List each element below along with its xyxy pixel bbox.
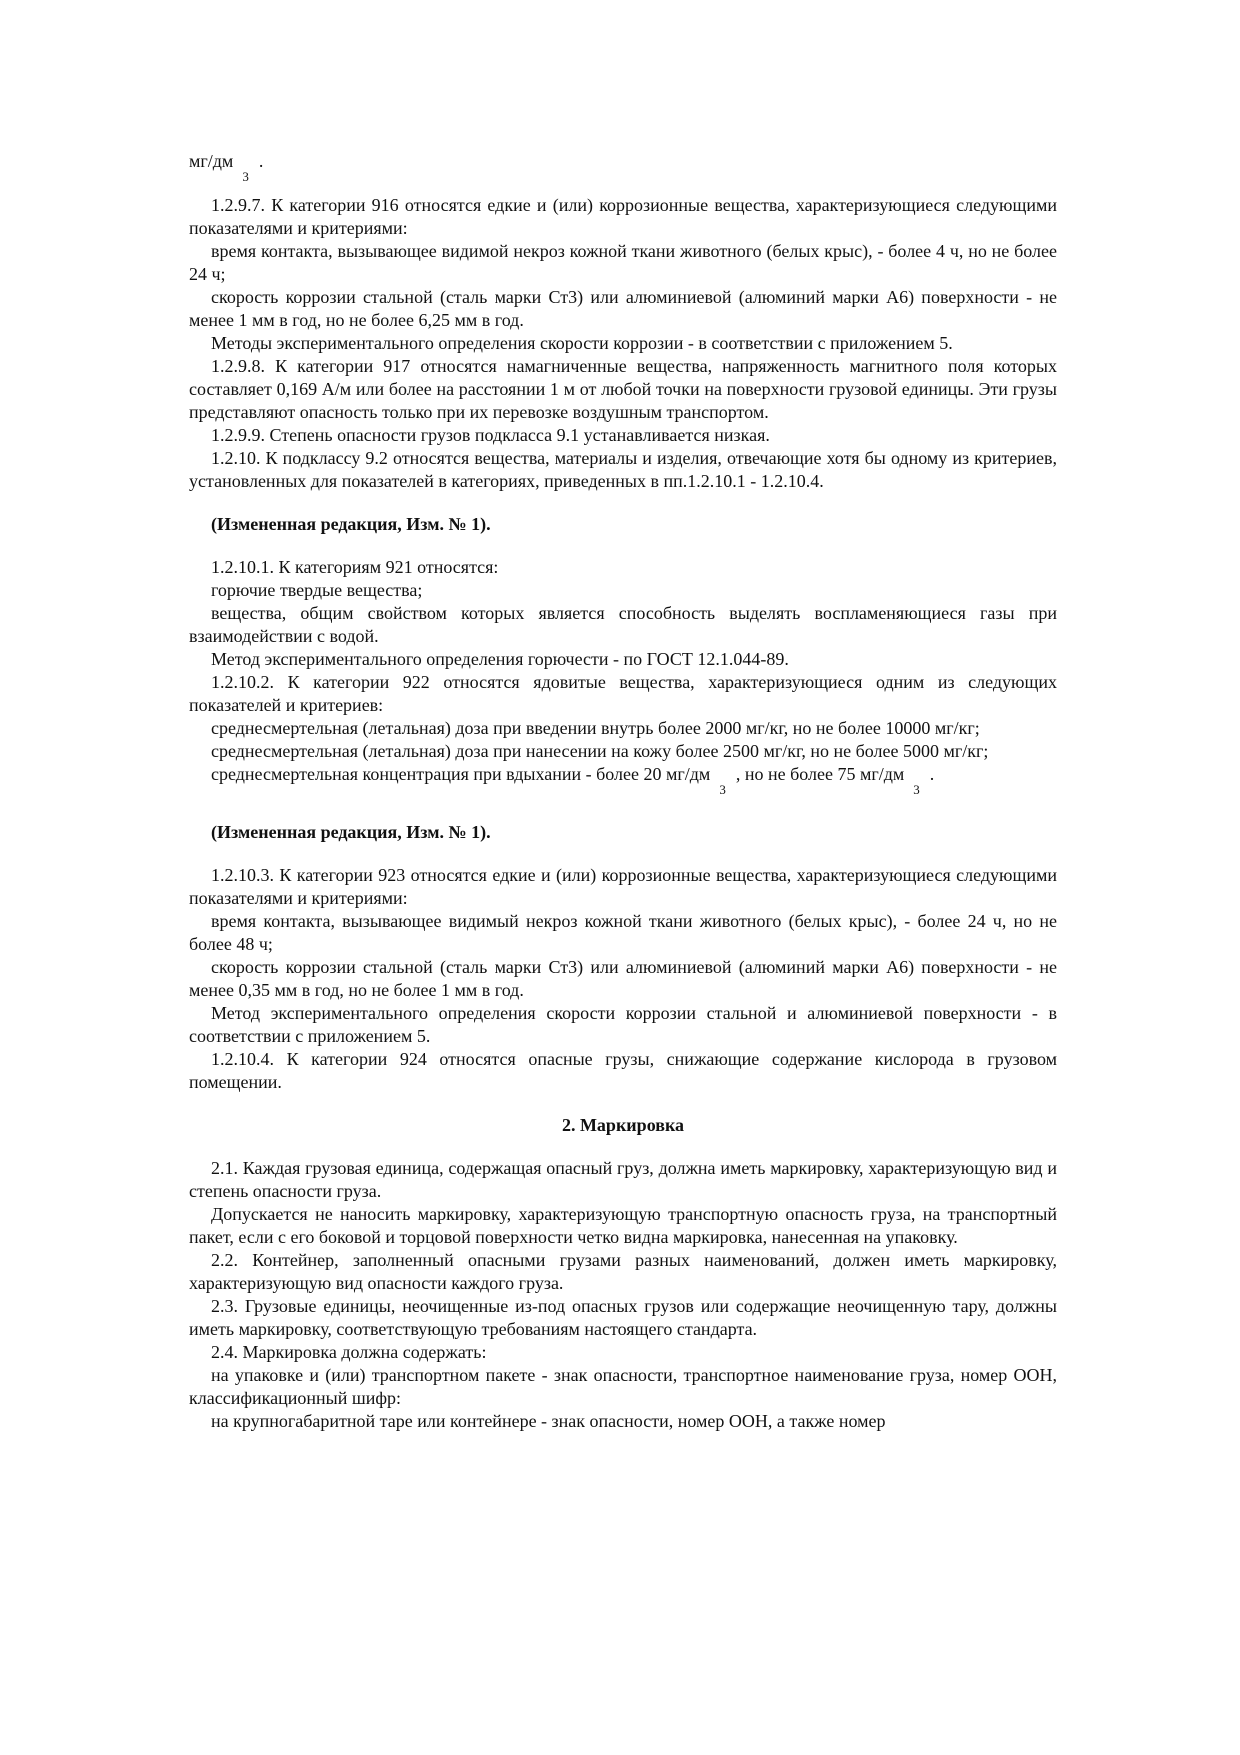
unit-tail: . bbox=[258, 151, 264, 171]
unit-exponent: 3 bbox=[719, 782, 726, 797]
paragraph: Допускается не наносить маркировку, характеризующую транспортную опасность груза, на транспортный пакет, если с его боковой и торцовой поверхности четко видна маркировка, нанесенная на упаковку. bbox=[189, 1204, 1057, 1247]
concentration-text-2: , но не более 75 мг/дм bbox=[735, 764, 905, 784]
paragraph: горючие твердые вещества; bbox=[211, 580, 423, 600]
paragraph: вещества, общим свойством которых является способность выделять воспламеняющиеся газы при взаимодействии с водой. bbox=[189, 603, 1057, 646]
paragraph: время контакта, вызывающее видимой некроз кожной ткани животного (белых крыс), - более 4 ч, но не более 24 ч; bbox=[189, 241, 1057, 284]
paragraph: 1.2.10.1. К категориям 921 относятся: bbox=[211, 557, 499, 577]
unit-exponent: 3 bbox=[913, 782, 920, 797]
paragraph: скорость коррозии стальной (сталь марки Ст3) или алюминиевой (алюминий марки А6) поверхности - не менее 1 мм в год, но не более 6,25 мм в год. bbox=[189, 287, 1057, 330]
spacer bbox=[189, 536, 1057, 556]
top-unit-fragment bbox=[189, 150, 1057, 184]
paragraph: 1.2.10.3. К категории 923 относятся едкие и (или) коррозионные вещества, характеризующиеся следующими показателями и критериями: bbox=[189, 865, 1057, 908]
paragraph: Метод экспериментального определения скорости коррозии стальной и алюминиевой поверхности - в соответствии с приложением 5. bbox=[189, 1003, 1057, 1046]
amendment-note: (Измененная редакция, Изм. № 1). bbox=[211, 822, 491, 842]
spacer bbox=[189, 493, 1057, 513]
paragraph: на упаковке и (или) транспортном пакете - знак опасности, транспортное наименование груза, номер ООН, классификационный шифр: bbox=[189, 1365, 1057, 1408]
section-heading: 2. Маркировка bbox=[561, 1115, 685, 1135]
spacer bbox=[189, 1137, 1057, 1157]
paragraph: 1.2.10.4. К категории 924 относятся опасные грузы, снижающие содержание кислорода в грузовом помещении. bbox=[189, 1049, 1057, 1092]
spacer bbox=[189, 844, 1057, 864]
paragraph: среднесмертельная (летальная) доза при нанесении на кожу более 2500 мг/кг, но не более 5000 мг/кг; bbox=[211, 741, 989, 761]
paragraph: 1.2.10. К подклассу 9.2 относятся вещества, материалы и изделия, отвечающие хотя бы одному из критериев, установленных для показателей в категориях, приведенных в пп.1.2.10.1 - 1.2.10.4. bbox=[189, 448, 1057, 491]
unit-text: мг/дм bbox=[189, 151, 234, 171]
paragraph: Методы экспериментального определения скорости коррозии - в соответствии с приложением 5. bbox=[211, 333, 953, 353]
spacer bbox=[189, 174, 1057, 194]
paragraph: среднесмертельная (летальная) доза при введении внутрь более 2000 мг/кг, но не более 10000 мг/кг; bbox=[211, 718, 980, 738]
paragraph: 1.2.9.8. К категории 917 относятся намагниченные вещества, напряженность магнитного поля которых составляет 0,169 А/м или более на расстоянии 1 м от любой точки на поверхности грузовой единицы. Эти грузы представляют опасность только при их перевозке воздушным транспортом. bbox=[189, 356, 1057, 422]
paragraph: 1.2.9.9. Степень опасности грузов подкласса 9.1 устанавливается низкая. bbox=[211, 425, 770, 445]
concentration-text-1: среднесмертельная концентрация при вдыхании - более 20 мг/дм bbox=[211, 764, 711, 784]
spacer bbox=[189, 787, 1057, 821]
paragraph: время контакта, вызывающее видимый некроз кожной ткани животного (белых крыс), - более 24 ч, но не более 48 ч; bbox=[189, 911, 1057, 954]
amendment-note: (Измененная редакция, Изм. № 1). bbox=[211, 514, 491, 534]
document-page bbox=[189, 150, 1057, 1433]
paragraph: 2.3. Грузовые единицы, неочищенные из-под опасных грузов или содержащие неочищенную тару, должны иметь маркировку, соответствующую требованиям настоящего стандарта. bbox=[189, 1296, 1057, 1339]
paragraph: 2.1. Каждая грузовая единица, содержащая опасный груз, должна иметь маркировку, характеризующую вид и степень опасности груза. bbox=[189, 1158, 1057, 1201]
concentration-paragraph bbox=[189, 763, 1057, 797]
paragraph: скорость коррозии стальной (сталь марки Ст3) или алюминиевой (алюминий марки А6) поверхности - не менее 0,35 мм в год, но не более 1 мм в год. bbox=[189, 957, 1057, 1000]
concentration-tail: . bbox=[929, 764, 935, 784]
unit-exponent: 3 bbox=[242, 169, 249, 184]
paragraph: на крупногабаритной таре или контейнере - знак опасности, номер ООН, а также номер bbox=[211, 1411, 886, 1431]
paragraph: Метод экспериментального определения горючести - по ГОСТ 12.1.044-89. bbox=[211, 649, 789, 669]
paragraph: 2.2. Контейнер, заполненный опасными грузами разных наименований, должен иметь маркировку, характеризующую вид опасности каждого груза. bbox=[189, 1250, 1057, 1293]
paragraph: 1.2.9.7. К категории 916 относятся едкие и (или) коррозионные вещества, характеризующиеся следующими показателями и критериями: bbox=[189, 195, 1057, 238]
spacer bbox=[189, 1094, 1057, 1114]
paragraph: 1.2.10.2. К категории 922 относятся ядовитые вещества, характеризующиеся одним из следующих показателей и критериев: bbox=[189, 672, 1057, 715]
paragraph: 2.4. Маркировка должна содержать: bbox=[211, 1342, 487, 1362]
